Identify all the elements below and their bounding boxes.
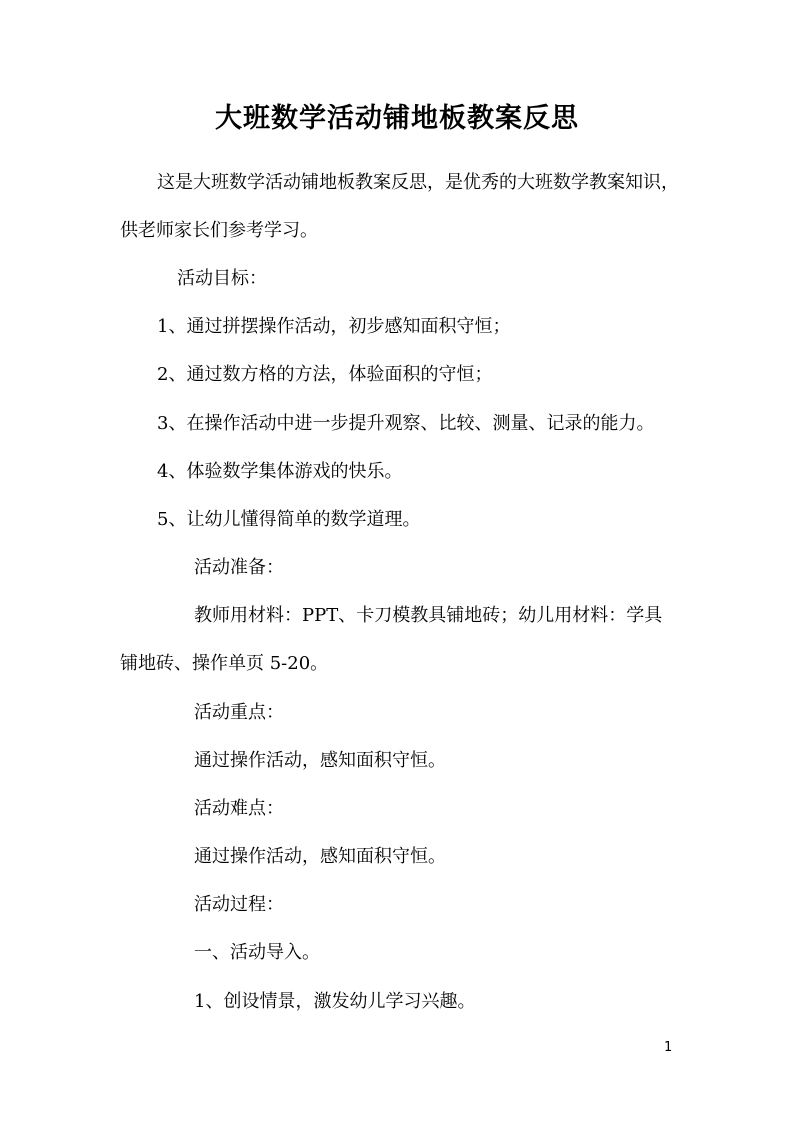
difficulty-text: 通过操作活动，感知面积守恒。	[194, 846, 446, 867]
preparation-line-1: 教师用材料：PPT、卡刀模教具铺地砖；幼儿用材料：学具	[194, 605, 663, 626]
heading-key-point: 活动重点：	[194, 702, 284, 723]
heading-objectives: 活动目标：	[177, 268, 267, 289]
heading-difficulty: 活动难点：	[194, 798, 284, 819]
objective-item-1: 1、通过拼摆操作活动，初步感知面积守恒；	[157, 316, 511, 337]
objective-item-4: 4、体验数学集体游戏的快乐。	[157, 461, 403, 482]
intro-line-1: 这是大班数学活动铺地板教案反思，是优秀的大班数学教案知识，	[157, 172, 679, 193]
intro-line-2: 供老师家长们参考学习。	[120, 220, 318, 241]
objective-item-3: 3、在操作活动中进一步提升观察、比较、测量、记录的能力。	[157, 413, 655, 434]
document-title: 大班数学活动铺地板教案反思	[215, 103, 579, 134]
preparation-line-2: 铺地砖、操作单页 5-20。	[120, 653, 329, 674]
heading-preparation: 活动准备：	[194, 557, 284, 578]
objective-item-2: 2、通过数方格的方法，体验面积的守恒；	[157, 364, 493, 385]
page-number: 1	[664, 1040, 673, 1055]
process-substep-1: 1、创设情景，激发幼儿学习兴趣。	[194, 991, 476, 1012]
heading-process: 活动过程：	[194, 894, 284, 915]
key-point-text: 通过操作活动，感知面积守恒。	[194, 750, 446, 771]
objective-item-5: 5、让幼儿懂得简单的数学道理。	[157, 509, 421, 530]
process-step-1: 一、活动导入。	[194, 942, 320, 963]
